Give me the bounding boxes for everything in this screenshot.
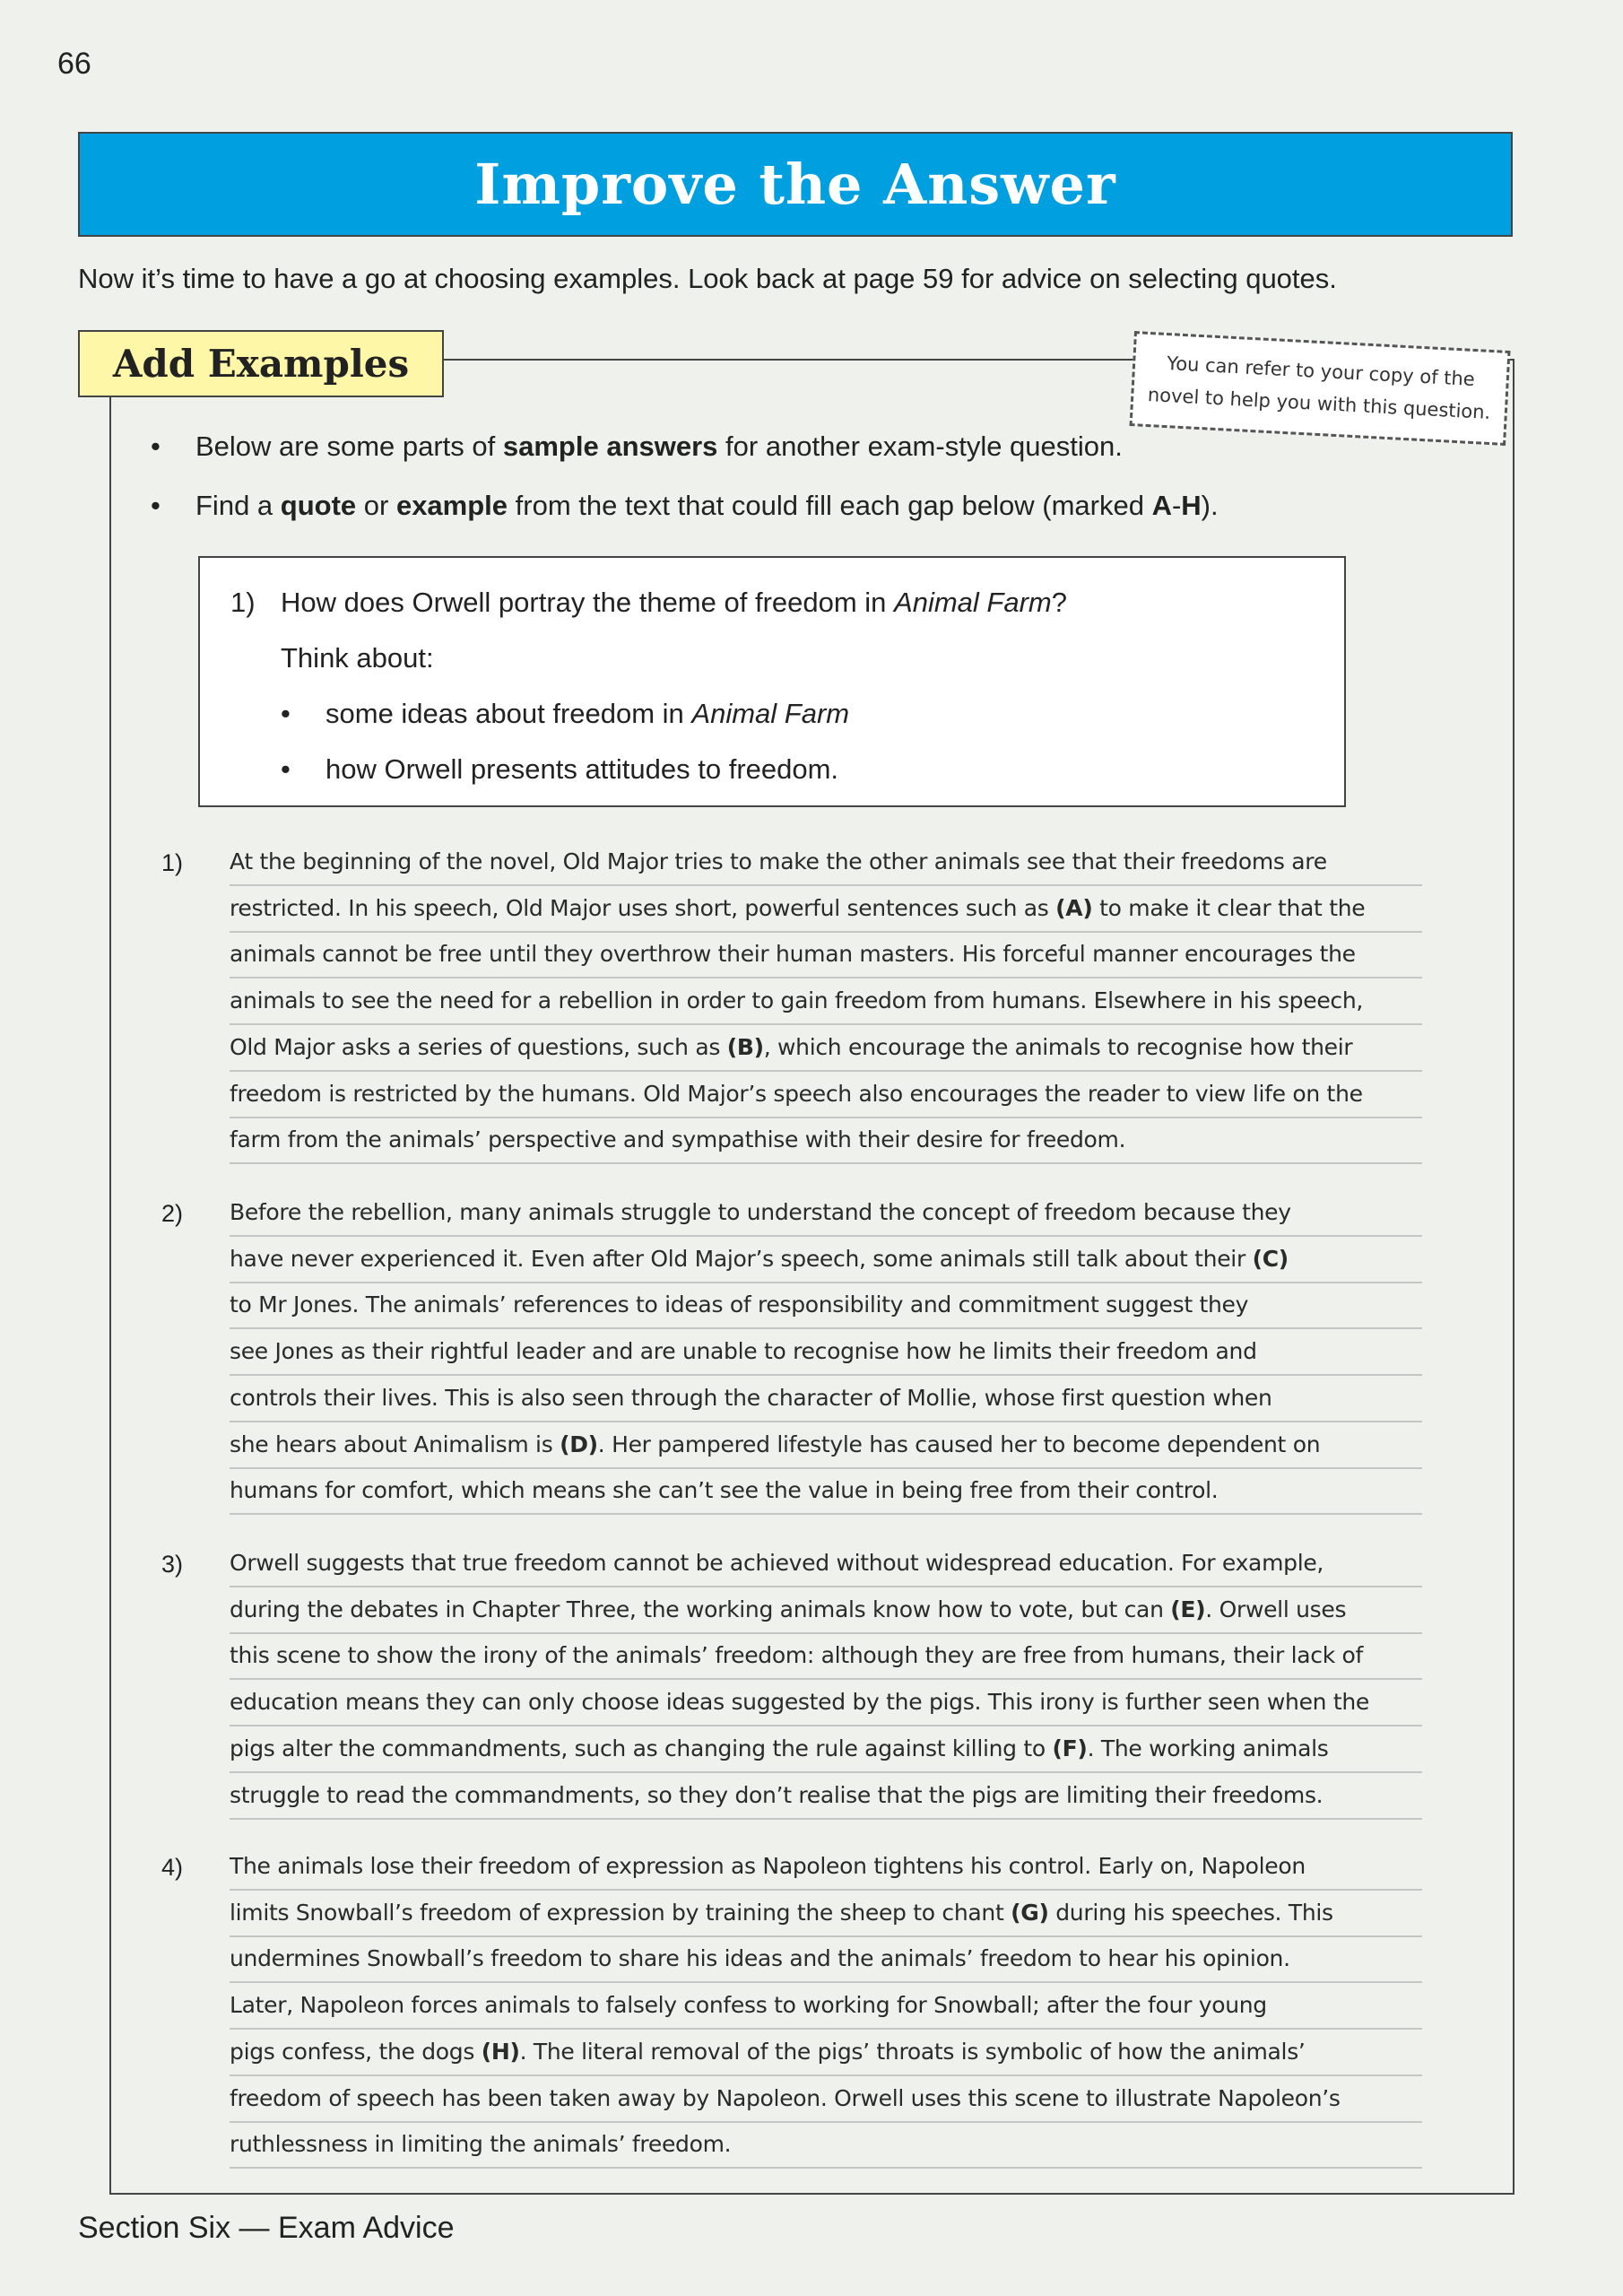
think-about-label: Think about:: [281, 642, 434, 674]
answer-line: freedom of speech has been taken away by Napoleon. Orwell uses this scene to illustrate Napoleon’s: [230, 2075, 1422, 2123]
answer-line: limits Snowball’s freedom of expression by training the sheep to chant (G) during his speeches. This: [230, 1890, 1422, 1937]
think-about-point: • how Orwell presents attitudes to freedom.: [281, 753, 838, 786]
answer-line: struggle to read the commandments, so they don’t realise that the pigs are limiting their freedoms.: [230, 1772, 1422, 1820]
answer-line: farm from the animals’ perspective and sympathise with their desire for freedom.: [230, 1117, 1422, 1164]
title-banner: [78, 132, 1513, 237]
answer-line: to Mr Jones. The animals’ references to ideas of responsibility and commitment suggest they: [230, 1282, 1422, 1329]
page-number: 66: [57, 47, 91, 81]
answer-line: Old Major asks a series of questions, such as (B), which encourage the animals to recognise how their: [230, 1024, 1422, 1072]
answer-number: 4): [161, 1854, 184, 1881]
answer-number: 3): [161, 1551, 184, 1578]
answer-line: pigs alter the commandments, such as changing the rule against killing to (F). The working animals: [230, 1726, 1422, 1773]
answer-line: during the debates in Chapter Three, the working animals know how to vote, but can (E). Orwell uses: [230, 1587, 1422, 1634]
instructions-list: [151, 430, 1451, 549]
answer-number: 1): [161, 849, 184, 876]
answer-line: animals to see the need for a rebellion in order to gain freedom from humans. Elsewhere in his speech,: [230, 978, 1422, 1025]
answer-line: Before the rebellion, many animals struggle to understand the concept of freedom because they: [230, 1189, 1422, 1237]
question-box: [198, 556, 1346, 807]
answer-line: see Jones as their rightful leader and are unable to recognise how he limits their freedom and: [230, 1328, 1422, 1376]
section-heading-tab: [78, 330, 444, 397]
answer-line: she hears about Animalism is (D). Her pampered lifestyle has caused her to become dependent on: [230, 1422, 1422, 1469]
answer-line: Orwell suggests that true freedom cannot be achieved without widespread education. For example,: [230, 1540, 1422, 1587]
answer-line: education means they can only choose ideas suggested by the pigs. This irony is further seen when the: [230, 1679, 1422, 1726]
answer-line: restricted. In his speech, Old Major uses short, powerful sentences such as (A) to make it clear that the: [230, 885, 1422, 933]
footer-section-label: Section Six — Exam Advice: [78, 2211, 455, 2245]
answer-line: animals cannot be free until they overthrow their human masters. His forceful manner encourages the: [230, 931, 1422, 978]
answer-line: ruthlessness in limiting the animals’ freedom.: [230, 2121, 1422, 2169]
section-heading: Add Examples: [112, 342, 410, 386]
answer-line: have never experienced it. Even after Old Major’s speech, some animals still talk about their (C): [230, 1236, 1422, 1283]
intro-text: Now it’s time to have a go at choosing examples. Look back at page 59 for advice on selecting quotes.: [78, 263, 1337, 294]
answer-number: 2): [161, 1200, 184, 1227]
answer-line: humans for comfort, which means she can’t see the value in being free from their control.: [230, 1467, 1422, 1515]
question-number: 1): [230, 587, 256, 618]
answer-line: At the beginning of the novel, Old Major tries to make the other animals see that their freedoms are: [230, 839, 1422, 886]
answer-line: pigs confess, the dogs (H). The literal removal of the pigs’ throats is symbolic of how the animals’: [230, 2029, 1422, 2076]
answer-line: Later, Napoleon forces animals to falsely confess to working for Snowball; after the four young: [230, 1982, 1422, 2030]
instruction-item: • Below are some parts of sample answers for another exam-style question.: [151, 430, 1451, 463]
think-about-point: • some ideas about freedom in Animal Farm: [281, 698, 849, 730]
answer-line: controls their lives. This is also seen through the character of Mollie, whose first question when: [230, 1375, 1422, 1422]
page-title: Improve the Answer: [474, 152, 1116, 217]
tip-note-line: novel to help you with this question.: [1147, 383, 1491, 423]
question-text: How does Orwell portray the theme of freedom in Animal Farm?: [281, 587, 1067, 618]
instruction-item: • Find a quote or example from the text that could fill each gap below (marked A-H).: [151, 490, 1451, 522]
tip-note: [1130, 331, 1511, 446]
tip-note-line: You can refer to your copy of the: [1166, 352, 1476, 391]
answer-line: freedom is restricted by the humans. Old Major’s speech also encourages the reader to view life on the: [230, 1071, 1422, 1118]
answer-line: this scene to show the irony of the animals’ freedom: although they are free from humans, their lack of: [230, 1632, 1422, 1680]
answer-line: undermines Snowball’s freedom to share his ideas and the animals’ freedom to hear his opinion.: [230, 1935, 1422, 1983]
answer-line: The animals lose their freedom of expression as Napoleon tightens his control. Early on, Napoleon: [230, 1843, 1422, 1891]
